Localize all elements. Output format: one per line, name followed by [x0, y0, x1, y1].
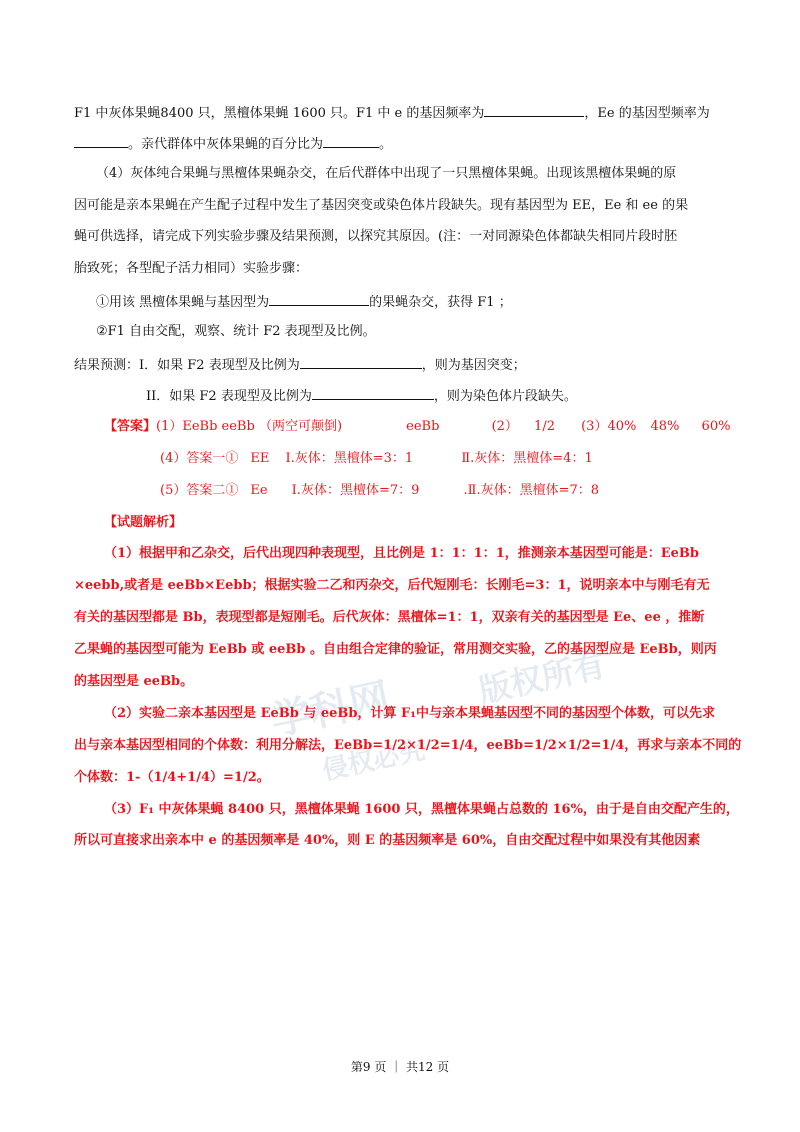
analysis-p1-line-1: （1）根据甲和乙杂交，后代出现四种表现型，且比例是 1：1：1：1，推测亲本基因型可能是：EeBb — [104, 546, 700, 561]
analysis-label: 【试题解析】 — [104, 515, 183, 530]
answer-row-1: 【答案】(1）EeBb eeBb （两空可颠倒) eeBb (2） 1/2 (3）40% 48% 60% — [104, 419, 731, 434]
analysis-p3-line-2: 所以可直接求出亲本中 e 的基因频率是 40%，则 E 的基因频率是 60%，自由交配过程中如果没有其他因素 — [74, 833, 701, 848]
page-footer: 第9 页 ｜ 共12 页 — [350, 1060, 450, 1074]
q4-result-2: II．如果 F2 表现型及比例为 ，则为染色体片段缺失。 — [146, 386, 577, 406]
q3-line-2: 。亲代群体中灰体果蝇的百分比为 。 — [74, 134, 392, 154]
q4-line-1: （4）灰体纯合果蝇与黑檀体果蝇杂交，在后代群体中出现了一只黑檀体果蝇。出现该黑檀体果蝇的原 — [96, 166, 677, 181]
analysis-p1-line-3: 有关的基因型都是 Bb，表现型都是短刚毛。后代灰体：黑檀体=1：1，双亲有关的基因型是 Ee、ee ，推断 — [74, 610, 705, 625]
analysis-p1-line-4: 乙果蝇的基因型可能为 EeBb 或 eeBb 。自由组合定律的验证，常用测交实验，乙的基因型应是 EeBb，则丙 — [74, 642, 717, 657]
analysis-p2-line-1: （2）实验二亲本基因型是 EeBb 与 eeBb，计算 F₁中与亲本果蝇基因型不同的基因型个体数，可以先求 — [104, 706, 715, 721]
analysis-p1-line-2: ×eebb,或者是 eeBb×Eebb；根据实验二乙和丙杂交，后代短刚毛：长刚毛=3：1，说明亲本中与刚毛有无 — [74, 578, 710, 593]
answer-row-2: (4）答案一① EE Ⅰ.灰体：黑檀体=3：1 Ⅱ.灰体：黑檀体=4：1 — [160, 451, 593, 466]
answer-row-3: (5）答案二① Ee Ⅰ.灰体：黑檀体=7：9 .Ⅱ.灰体：黑檀体=7：8 — [160, 483, 600, 498]
q4-step-2: ②F1 自由交配，观察、统计 F2 表现型及比例。 — [96, 324, 376, 339]
q4-result-1: 结果预测：I．如果 F2 表现型及比例为 ，则为基因突变； — [74, 355, 526, 375]
analysis-p2-line-2: 出与亲本基因型相同的个体数：利用分解法，EeBb=1/2×1/2=1/4，eeBb=1/2×1/2=1/4，再求与亲本不同的 — [74, 738, 742, 753]
q4-line-3: 蝇可供选择，请完成下列实验步骤及结果预测，以探究其原因。(注：一对同源染色体都缺失相同片段时胚 — [74, 229, 678, 244]
analysis-p3-line-1: （3）F₁ 中灰体果蝇 8400 只，黑檀体果蝇 1600 只，黑檀体果蝇占总数的 16%，由于是自由交配产生的， — [104, 802, 739, 817]
q4-step-1: ①用该 黑檀体果蝇与基因型为 的果蝇杂交，获得 F1 ； — [96, 292, 512, 312]
analysis-p2-line-3: 个体数：1-（1/4+1/4）=1/2。 — [74, 770, 270, 785]
analysis-p1-line-5: 的基因型是 eeBb。 — [74, 674, 194, 689]
q4-line-2: 因可能是亲本果蝇在产生配子过程中发生了基因突变或染色体片段缺失。现有基因型为 EE，Ee 和 ee 的果 — [74, 198, 689, 213]
watermark-logo: 学科网 版权所有 侵权必究 — [266, 646, 609, 787]
q3-line-1: F1 中灰体果蝇8400 只，黑檀体果蝇 1600 只。F1 中 e 的基因频率为 ，Ee 的基因型频率为 — [74, 103, 710, 123]
q4-line-4: 胎致死；各型配子活力相同）实验步骤： — [74, 261, 309, 276]
